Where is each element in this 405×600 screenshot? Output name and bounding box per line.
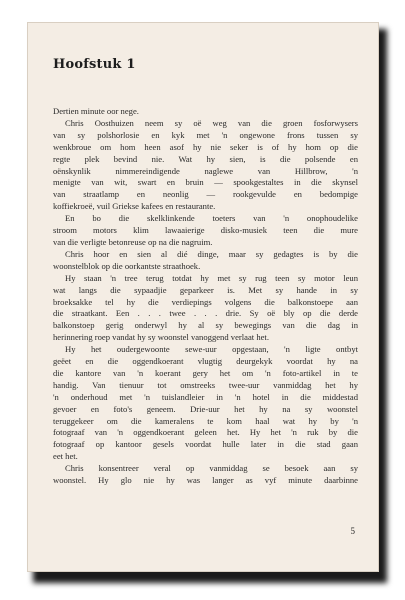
text-line: regte plek bevind nie. Wat hy sien, is die polsende en xyxy=(53,153,358,164)
text-line: teruggekeer om die kameralens te kom haal wat hy by 'n xyxy=(53,415,358,426)
text-line: balkonstoep gerig onderwyl hy al sy bewegings van die dag in xyxy=(53,320,358,331)
text-line: die straatkant. Een . . . twee . . . drie. Sy oë bly op die derde xyxy=(53,308,358,319)
text-line: die kantore van 'n koerant gery het om 'n foto-artikel in te xyxy=(53,367,358,378)
text-line: wat langs die sypaadjie geparkeer is. Met sy hande in sy xyxy=(53,284,358,295)
text-line: van sy polshorlosie en kyk met 'n ongewone frons tussen sy xyxy=(53,129,358,140)
text-line: koffiekroeë, vuil Griekse kafees en restaurante. xyxy=(53,201,216,212)
text-line: menigte van wit, swart en bruin — spookgestaltes in die skynsel xyxy=(53,177,358,188)
book-page xyxy=(27,22,379,572)
text-line: Hy staan 'n tree terug totdat hy met sy rug teen sy motor leun xyxy=(65,272,358,283)
text-line: Hy het oudergewoonte sewe-uur opgestaan, 'n ligte ontbyt xyxy=(65,344,358,355)
text-line: fotograaf op kantoor gesels voordat hulle later in die stad gaan xyxy=(53,439,358,450)
text-line: van straatlamp en neonlig — rookgevulde en bedompige xyxy=(53,189,358,200)
text-line: oënskynlik nimmereindigende naglewe van Hillbrow, 'n xyxy=(53,165,358,176)
text-line: handig. Van tienuur tot omstreeks twee-uur vanmiddag het hy xyxy=(53,379,358,390)
text-line: herinnering roep vandat hy sy woonstel vanoggend verlaat het. xyxy=(53,332,269,343)
text-line: woonstel. Hy glo nie hy was langer as vyf minute daarbinne xyxy=(53,475,358,486)
text-line: wenkbroue om hom heen asof hy nie seker is of hy hom op die xyxy=(53,141,358,152)
text-line: Chris Oosthuizen neem sy oë weg van die groen fosforwysers xyxy=(65,117,358,128)
text-line: broeksakke tel hy die verdiepings volgens die balkonstoepe aan xyxy=(53,296,358,307)
text-line: fotograaf van 'n oggendkoerant geleen het. Hy het 'n ruk by die xyxy=(53,427,358,438)
text-line: van die verligte betonreuse op na die nagruim. xyxy=(53,236,213,247)
text-line: Chris konsentreer veral op vanmiddag se besoek aan sy xyxy=(65,463,358,474)
text-line: geëet en die oggendkoerant vlugtig deurgekyk voordat hy na xyxy=(53,356,358,367)
chapter-title: Hoofstuk 1 xyxy=(53,57,136,72)
text-line: gevoer en foto's geneem. Drie-uur het hy na sy woonstel xyxy=(53,403,358,414)
text-line: Dertien minute oor nege. xyxy=(53,106,139,116)
text-line: stroom motors klim lawaaierige disko-musiek teen die mure xyxy=(53,225,358,236)
text-line: En bo die skelklinkende toeters van 'n onophoudelike xyxy=(65,213,358,224)
text-line: Chris hoor en sien al dié dinge, maar sy gedagtes is by die xyxy=(65,248,358,259)
text-line: 'n onderhoud met 'n tuislandleier in 'n hotel in die middestad xyxy=(53,391,358,402)
page-number: 5 xyxy=(350,526,355,536)
body-text xyxy=(53,106,358,487)
text-line: eet het. xyxy=(53,451,78,462)
text-line: woonstelblok op die oorkantste straathoek. xyxy=(53,260,201,271)
